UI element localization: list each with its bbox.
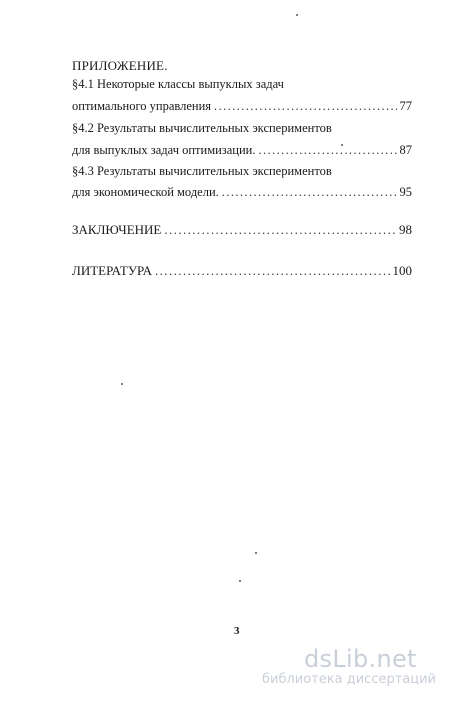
toc-entry-4-3-page: 95: [399, 185, 412, 199]
toc-entry-4-2-label: для выпуклых задач оптимизации.: [72, 143, 256, 157]
toc-entry-4-3-cont: [72, 184, 412, 200]
toc-literature-label: ЛИТЕРАТУРА: [72, 263, 152, 278]
scan-speck: [239, 580, 241, 582]
toc-leader-dots: [155, 263, 390, 279]
toc-entry-4-2-page: 87: [399, 143, 412, 157]
page-number: 3: [234, 625, 240, 637]
toc-conclusion: [72, 222, 412, 238]
toc-entry-4-3-title: §4.3 Результаты вычислительных экспериментов: [72, 164, 332, 178]
toc-entry-4-1-cont: [72, 98, 412, 114]
toc-leader-dots: [164, 222, 396, 238]
scan-speck: [341, 144, 343, 146]
watermark-logo: dsLib.net: [304, 645, 417, 673]
toc-literature: [72, 263, 412, 279]
toc-entry-4-3-label: для экономической модели.: [72, 185, 219, 199]
scan-speck: [121, 383, 123, 385]
toc-entry-4-1-page: 77: [399, 99, 412, 113]
scan-speck: [255, 552, 257, 554]
watermark: [246, 646, 436, 688]
scan-speck: [296, 14, 298, 16]
toc-conclusion-label: ЗАКЛЮЧЕНИЕ: [72, 222, 162, 237]
toc-conclusion-page: 98: [399, 222, 412, 237]
toc-entry-4-2-cont: [72, 142, 412, 158]
toc-entry-4-1-label: оптимального управления: [72, 99, 212, 113]
toc-leader-dots: [222, 184, 397, 200]
toc-entry-4-1-title: §4.1 Некоторые классы выпуклых задач: [72, 77, 284, 91]
toc-leader-dots: [214, 98, 396, 114]
toc-heading: ПРИЛОЖЕНИЕ.: [72, 58, 168, 73]
toc-literature-page: 100: [392, 263, 412, 278]
toc-leader-dots: [258, 142, 396, 158]
watermark-subtitle: библиотека диссертаций: [262, 672, 436, 687]
toc-entry-4-2-title: §4.2 Результаты вычислительных экспериментов: [72, 121, 332, 135]
